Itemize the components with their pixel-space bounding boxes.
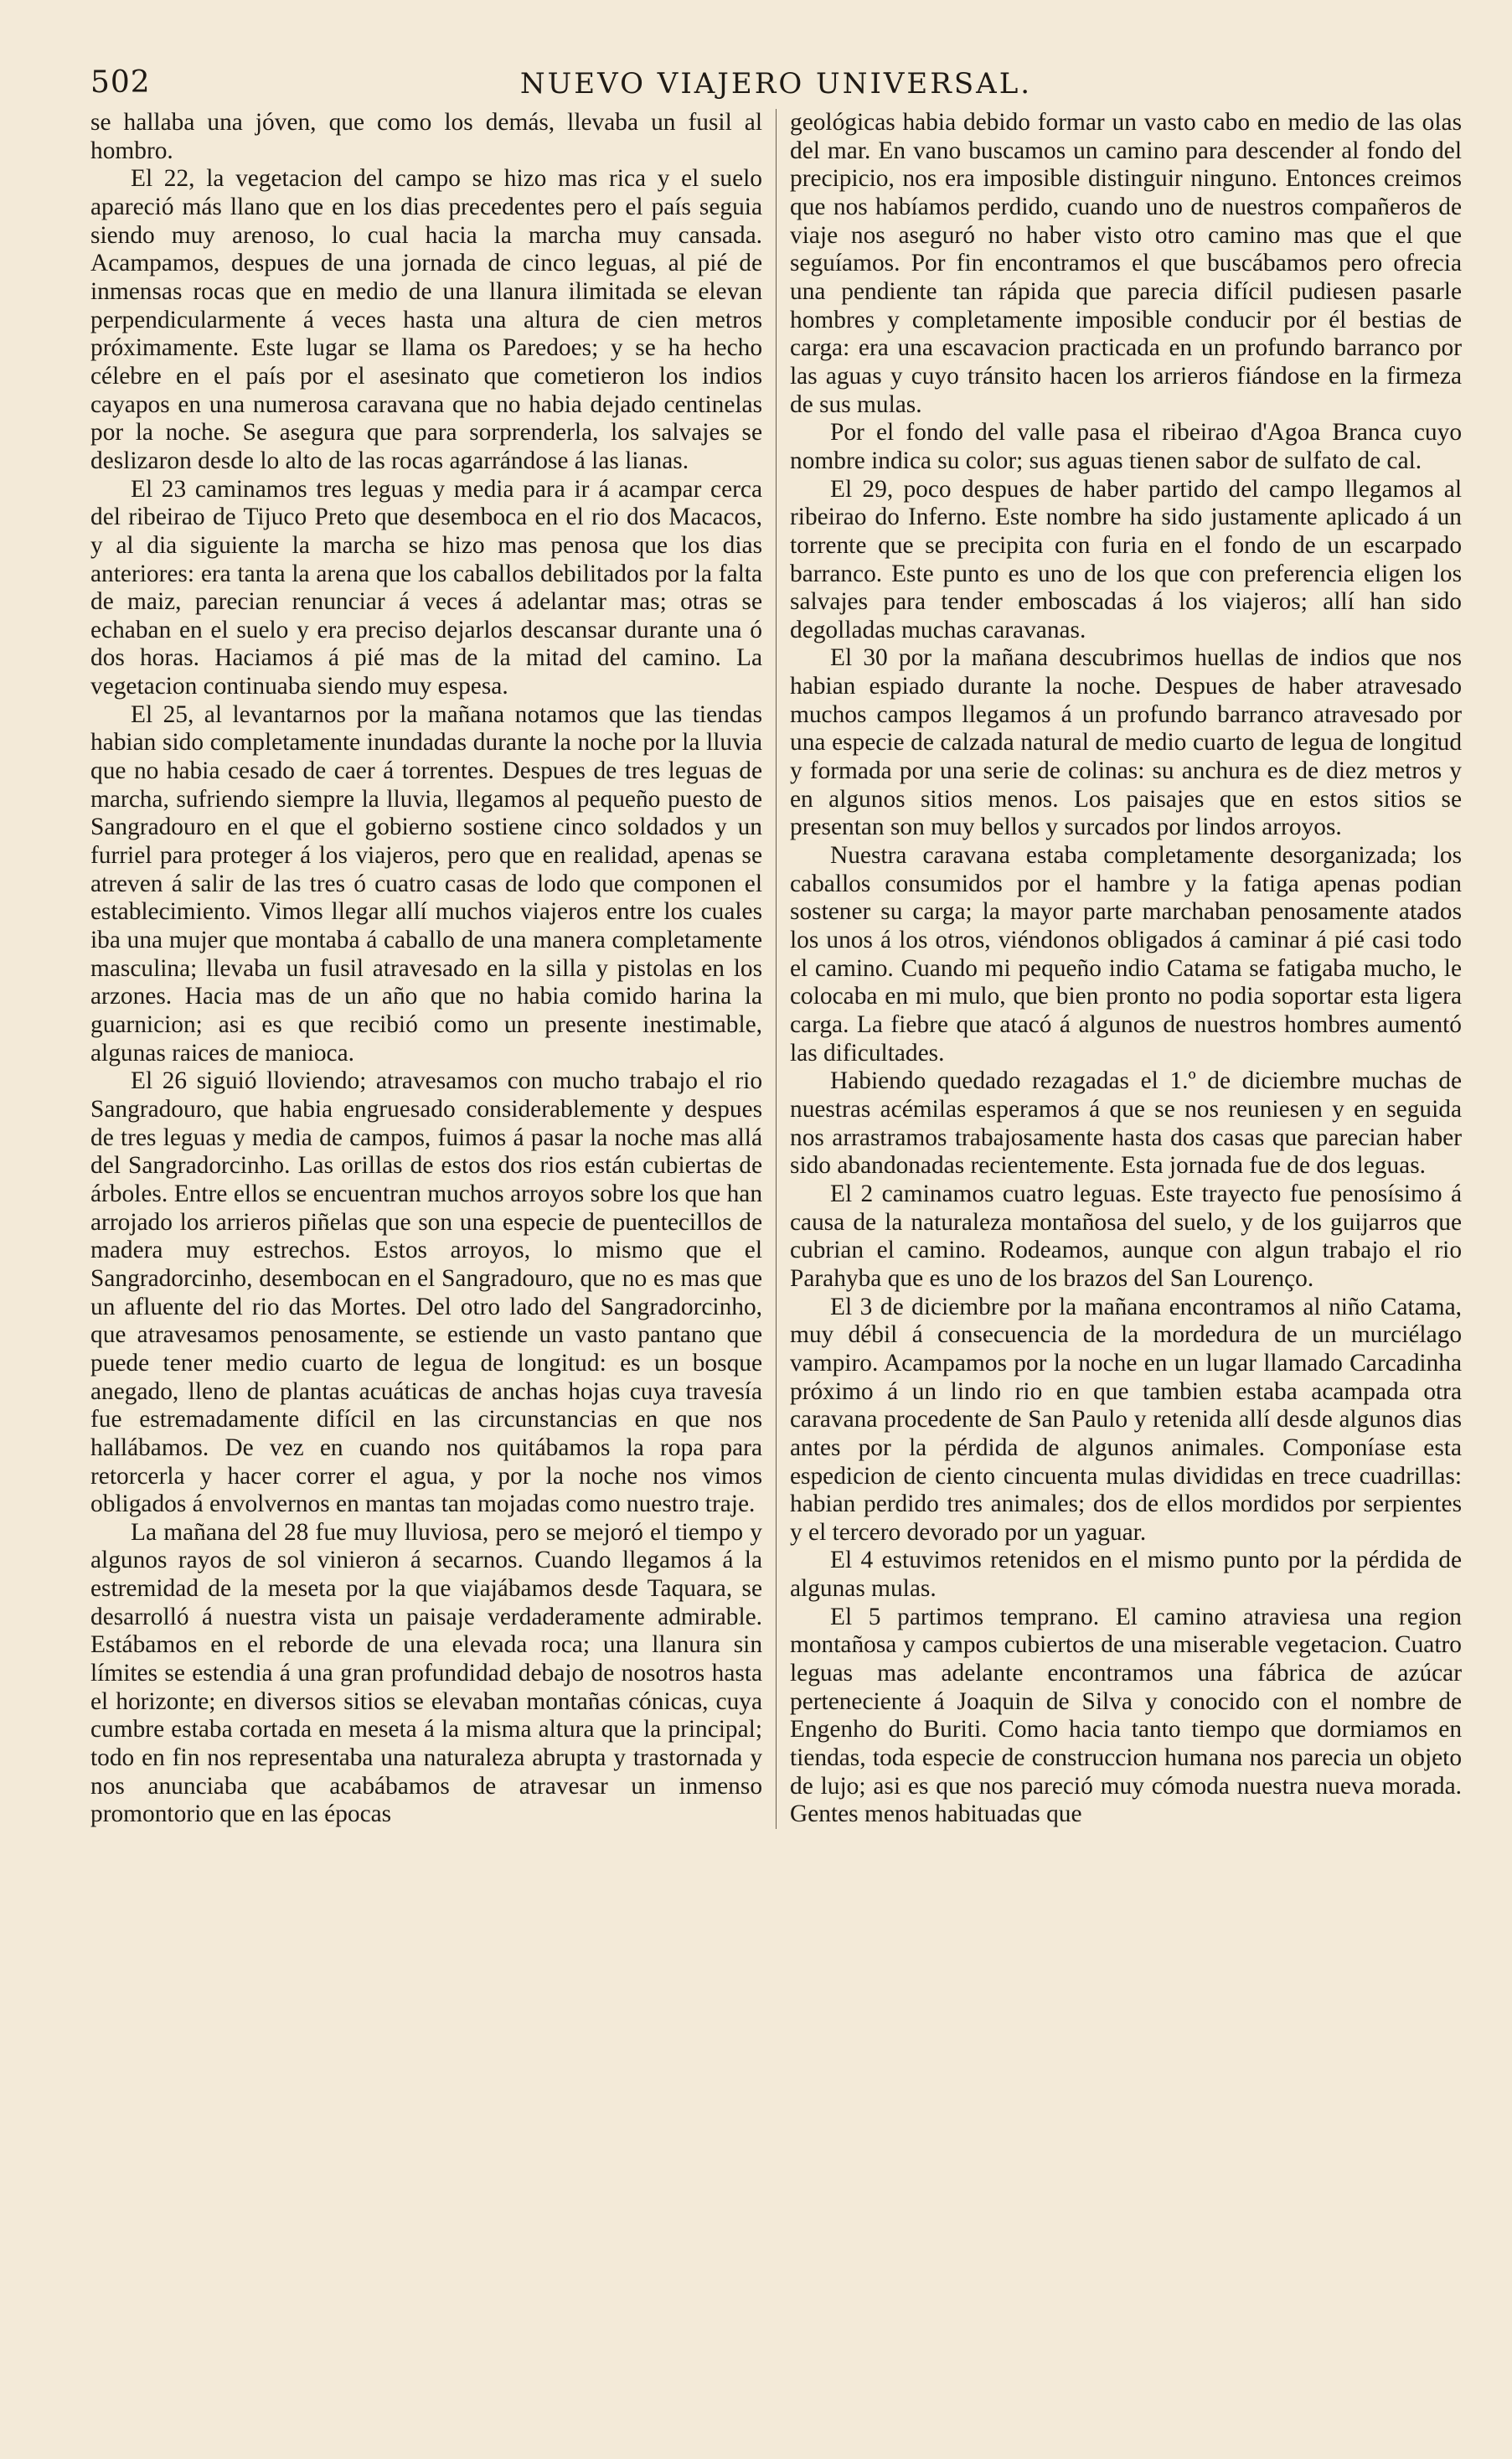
column-divider [776, 109, 777, 1829]
paragraph: geológicas habia debido formar un vasto cabo en medio de las olas del mar. En vano buscamos un camino para descender al fondo del precipicio, nos era imposible distinguir ninguno. Entonces creimos que nos habíamos perdido, cuando uno de nuestros compañeros de viaje nos aseguró no haber visto otro camino mas que el que seguíamos. Por fin encontramos el que buscábamos pero ofrecia una pendiente tan rápida que parecia difícil pudiesen pasarle hombres y completamente imposible conducir por él bestias de carga: era una escavacion practicada en un profundo barranco por las aguas y cuyo tránsito hacen los arrieros fiándose en la firmeza de sus mulas. [790, 109, 1463, 418]
paragraph: Por el fondo del valle pasa el ribeirao d'Agoa Branca cuyo nombre indica su color; sus aguas tienen sabor de sulfato de cal. [790, 419, 1463, 474]
paragraph: El 26 siguió lloviendo; atravesamos con mucho trabajo el rio Sangradouro, que habia engruesado considerablemente y despues de tres leguas y media de campos, fuimos á pasar la noche mas allá del Sangradorcinho. Las orillas de estos dos rios están cubiertas de árboles. Entre ellos se encuentran muchos arroyos sobre los que han arrojado los arrieros piñelas que son una especie de puentecillos de madera muy estrechos. Estos arroyos, lo mismo que el Sangradorcinho, desembocan en el Sangradouro, que no es mas que un afluente del rio das Mortes. Del otro lado del Sangradorcinho, que atravesamos penosamente, se estiende un vasto pantano que puede tener medio cuarto de legua de longitud: es un bosque anegado, lleno de plantas acuáticas de anchas hojas cuya travesía fue estremadamente difícil en las circunstancias en que nos hallábamos. De vez en cuando nos quitábamos la ropa para retorcerla y hacer correr el agua, y por la noche nos vimos obligados á envolvernos en mantas tan mojadas como nuestro traje. [90, 1067, 763, 1518]
paragraph: La mañana del 28 fue muy lluviosa, pero se mejoró el tiempo y algunos rayos de sol vinieron á secarnos. Cuando llegamos á la estremidad de la meseta por la que viajábamos desde Taquara, se desarrolló á nuestra vista un paisaje verdaderamente admirable. Estábamos en el reborde de una elevada roca; una llanura sin límites se estendia á una gran profundidad debajo de nosotros hasta el horizonte; en diversos sitios se elevaban montañas cónicas, cuya cumbre estaba cortada en meseta á la misma altura que la principal; todo en fin nos representaba una naturaleza abrupta y trastornada y nos anunciaba que acabábamos de atravesar un inmenso promontorio que en las épocas [90, 1518, 763, 1828]
paragraph: El 29, poco despues de haber partido del campo llegamos al ribeirao do Inferno. Este nombre ha sido justamente aplicado á un torrente que se precipita con furia en el fondo de un escarpado barranco. Este punto es uno de los que con preferencia eligen los salvajes para tender emboscadas á los viajeros; allí han sido degolladas muchas caravanas. [790, 475, 1463, 643]
right-column [790, 109, 1462, 1829]
paragraph: El 23 caminamos tres leguas y media para ir á acampar cerca del ribeirao de Tijuco Preto que desemboca en el rio dos Macacos, y al dia siguiente la marcha se hizo mas penosa que los dias anteriores: era tanta la arena que los caballos debilitados por la falta de maiz, parecian renunciar á veces á adelantar mas; otras se echaban en el suelo y era preciso dejarlos descansar durante una ó dos horas. Haciamos á pié mas de la mitad del camino. La vegetacion continuaba siendo muy espesa. [90, 475, 763, 700]
paragraph: El 22, la vegetacion del campo se hizo mas rica y el suelo apareció más llano que en los dias precedentes pero el país seguia siendo muy arenoso, lo cual hacia la marcha muy cansada. Acampamos, despues de una jornada de cinco leguas, al pié de inmensas rocas que en medio de una llanura ilimitada se elevan perpendicularmente á veces hasta una altura de cien metros próximamente. Este lugar se llama os Paredoes; y se ha hecho célebre en el país por el asesinato que cometieron los indios cayapos en una numerosa caravana que no habia dejado centinelas por la noche. Se asegura que para sorprenderla, los salvajes se deslizaron desde lo alto de las rocas agarrándose á las lianas. [90, 165, 763, 474]
paragraph: El 4 estuvimos retenidos en el mismo punto por la pérdida de algunas mulas. [790, 1547, 1463, 1603]
page-number: 502 [90, 65, 151, 100]
paragraph: El 25, al levantarnos por la mañana notamos que las tiendas habian sido completamente inundadas durante la noche por la lluvia que no habia cesado de caer á torrentes. Despues de tres leguas de marcha, sufriendo siempre la lluvia, llegamos al pequeño puesto de Sangradouro en el que el gobierno sostiene cinco soldados y un furriel para proteger á los viajeros, pero que en realidad, apenas se atreven á salir de las tres ó cuatro casas de lodo que componen el establecimiento. Vimos llegar allí muchos viajeros entre los cuales iba una mujer que montaba á caballo de una manera completamente masculina; llevaba un fusil atravesado en la silla y pistolas en los arzones. Hacia mas de un año que no habia comido harina la guarnicion; asi es que recibió como un presente inestimable, algunas raices de manioca. [90, 700, 763, 1067]
running-head [90, 65, 1462, 102]
text-columns [90, 109, 1462, 1829]
paragraph: Habiendo quedado rezagadas el 1.º de diciembre muchas de nuestras acémilas esperamos á que se nos reuniesen y en seguida nos arrastramos trabajosamente hasta dos casas que parecian haber sido abandonadas recientemente. Esta jornada fue de dos leguas. [790, 1067, 1463, 1180]
journal-title: NUEVO VIAJERO UNIVERSAL. [519, 67, 1033, 101]
paragraph: El 2 caminamos cuatro leguas. Este trayecto fue penosísimo á causa de la naturaleza montañosa del suelo, y de los guijarros que cubrian el camino. Rodeamos, aunque con algun trabajo el rio Parahyba que es uno de los brazos del San Lourenço. [790, 1180, 1463, 1292]
paragraph: se hallaba una jóven, que como los demás, llevaba un fusil al hombro. [90, 109, 763, 164]
left-column [90, 109, 762, 1829]
paragraph: El 3 de diciembre por la mañana encontramos al niño Catama, muy débil á consecuencia de la mordedura de un murciélago vampiro. Acampamos por la noche en un lugar llamado Carcadinha próximo á un lindo rio en que tambien estaba acampada otra caravana procedente de San Paulo y retenida allí desde algunos dias antes por la pérdida de algunos animales. Componíase esta espedicion de ciento cincuenta mulas divididas en trece cuadrillas: habian perdido tres animales; dos de ellos mordidos por serpientes y el tercero devorado por un yaguar. [790, 1293, 1463, 1546]
paragraph: El 5 partimos temprano. El camino atraviesa una region montañosa y campos cubiertos de una miserable vegetacion. Cuatro leguas mas adelante encontramos una fábrica de azúcar perteneciente á Joaquin de Silva y conocido con el nombre de Engenho do Buriti. Como hacia tanto tiempo que dormiamos en tiendas, toda especie de construccion humana nos parecia un objeto de lujo; asi es que nos pareció muy cómoda nuestra nueva morada. Gentes menos habituadas que [790, 1603, 1463, 1828]
paragraph: El 30 por la mañana descubrimos huellas de indios que nos habian espiado durante la noche. Despues de haber atravesado muchos campos llegamos á un profundo barranco atravesado por una especie de calzada natural de medio cuarto de legua de longitud y formada por una serie de colinas: su anchura es de diez metros y en algunos sitios menos. Los paisajes que en estos sitios se presentan son muy bellos y surcados por lindos arroyos. [790, 644, 1463, 841]
paragraph: Nuestra caravana estaba completamente desorganizada; los caballos consumidos por el hambre y la fatiga apenas podian sostener su carga; la mayor parte marchaban penosamente atados los unos á los otros, viéndonos obligados á caminar á pié casi todo el camino. Cuando mi pequeño indio Catama se fatigaba mucho, le colocaba en mi mulo, que bien pronto no podia soportar esta ligera carga. La fiebre que atacó á algunos de nuestros hombres aumentó las dificultades. [790, 842, 1463, 1067]
